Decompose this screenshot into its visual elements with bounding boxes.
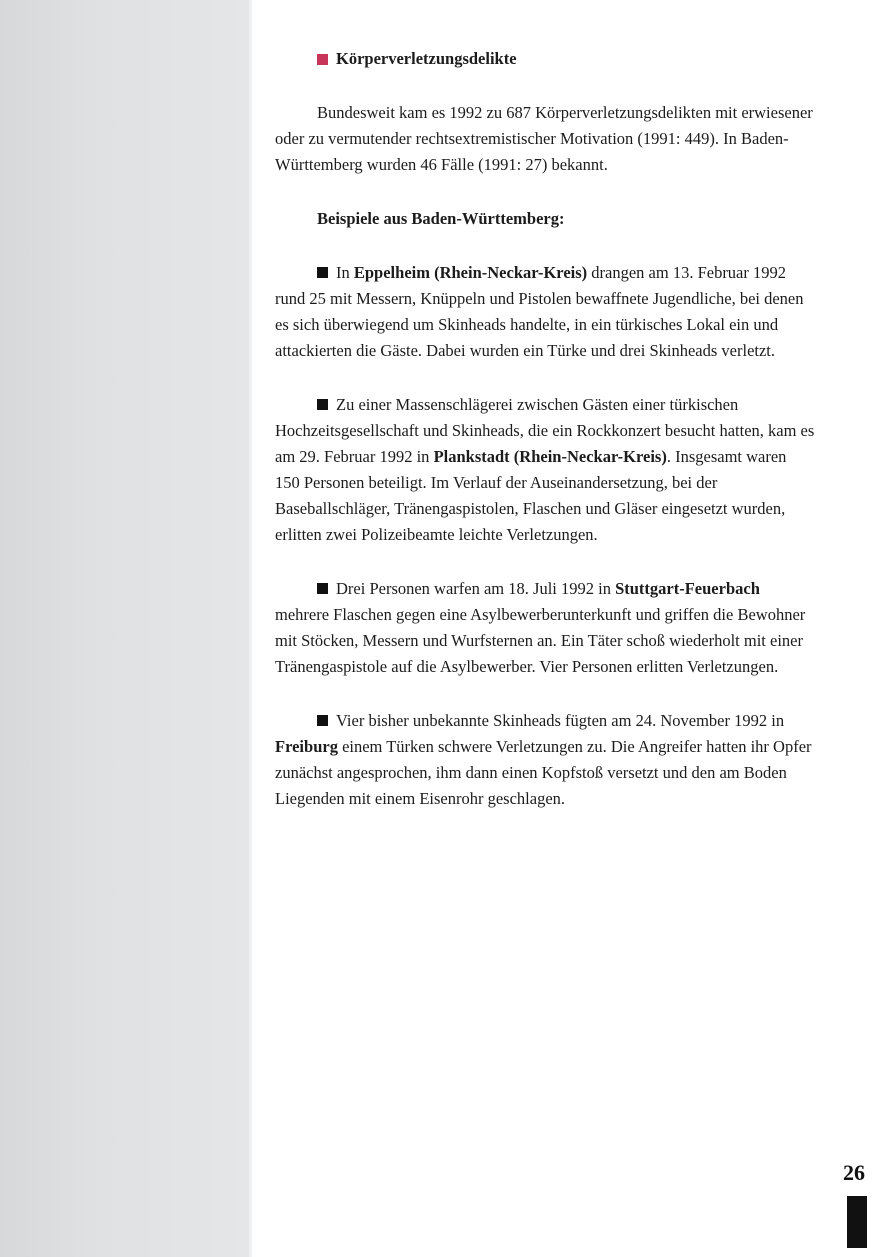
page-number: 26 [843,1160,865,1185]
side-margin-band [0,0,252,1257]
example-place: Stuttgart-Feuerbach [615,579,760,598]
example-paragraph: Drei Personen warfen am 18. Juli 1992 in Stuttgart-Feuerbach mehrere Flaschen gegen eine Asylbewerberunterkunft und griffen die Bewohner mit Stöcken, Messern und Wurfsternen an. Ein Täter schoß wiederholt mit einer Tränengaspistole auf die Asylbewerber. Vier Personen erlitten Verletzungen. [275,579,806,676]
bullet-square-icon [317,715,328,726]
example-place: Eppelheim (Rhein-Neckar-Kreis) [353,263,588,282]
section-title: Körperverletzungsdelikte [336,49,517,68]
bullet-square-icon [317,267,328,278]
page-content [275,46,815,840]
example-place: Plankstadt (Rhein-Neckar-Kreis) [433,447,667,466]
example-paragraph: Zu einer Massenschlägerei zwischen Gästen einer türkischen Hochzeitsgesellschaft und Skinheads, die ein Rockkonzert besucht hatten, kam es am 29. Februar 1992 in Plankstadt (Rhein-Neckar-Kreis). Insgesamt waren 150 Personen beteiligt. Im Verlauf der Auseinandersetzung, bei der Baseballschläger, Tränengaspistolen, Flaschen und Gläser eingesetzt wurden, erlitten zwei Polizeibeamte leichte Verletzungen. [275,395,815,544]
bullet-square-icon [317,583,328,594]
example-paragraph: In Eppelheim (Rhein-Neckar-Kreis) drangen am 13. Februar 1992 rund 25 mit Messern, Knüppeln und Pistolen bewaffnete Jugendliche, bei denen es sich überwiegend um Skinheads handelte, in ein türkisches Lokal ein und attackierten die Gäste. Dabei wurden ein Türke und drei Skinheads verletzt. [275,263,804,360]
example-place: Freiburg [275,737,338,756]
section-marker-icon [317,54,328,65]
page-marker-bar [847,1196,867,1248]
examples-heading: Beispiele aus Baden-Württemberg: [317,209,565,228]
intro-paragraph: Bundesweit kam es 1992 zu 687 Körperverletzungsdelikten mit erwiesener oder zu vermutender rechtsextremistischer Motivation (1991: 449). In Baden-Württemberg wurden 46 Fälle (1991: 27) bekannt. [275,103,813,174]
section-heading [317,46,815,72]
example-paragraph: Vier bisher unbekannte Skinheads fügten am 24. November 1992 in Freiburg einem Türken schwere Verletzungen zu. Die Angreifer hatten ihr Opfer zunächst angesprochen, ihm dann einen Kopfstoß versetzt und den am Boden Liegenden mit einem Eisenrohr geschlagen. [275,711,812,808]
bullet-square-icon [317,399,328,410]
